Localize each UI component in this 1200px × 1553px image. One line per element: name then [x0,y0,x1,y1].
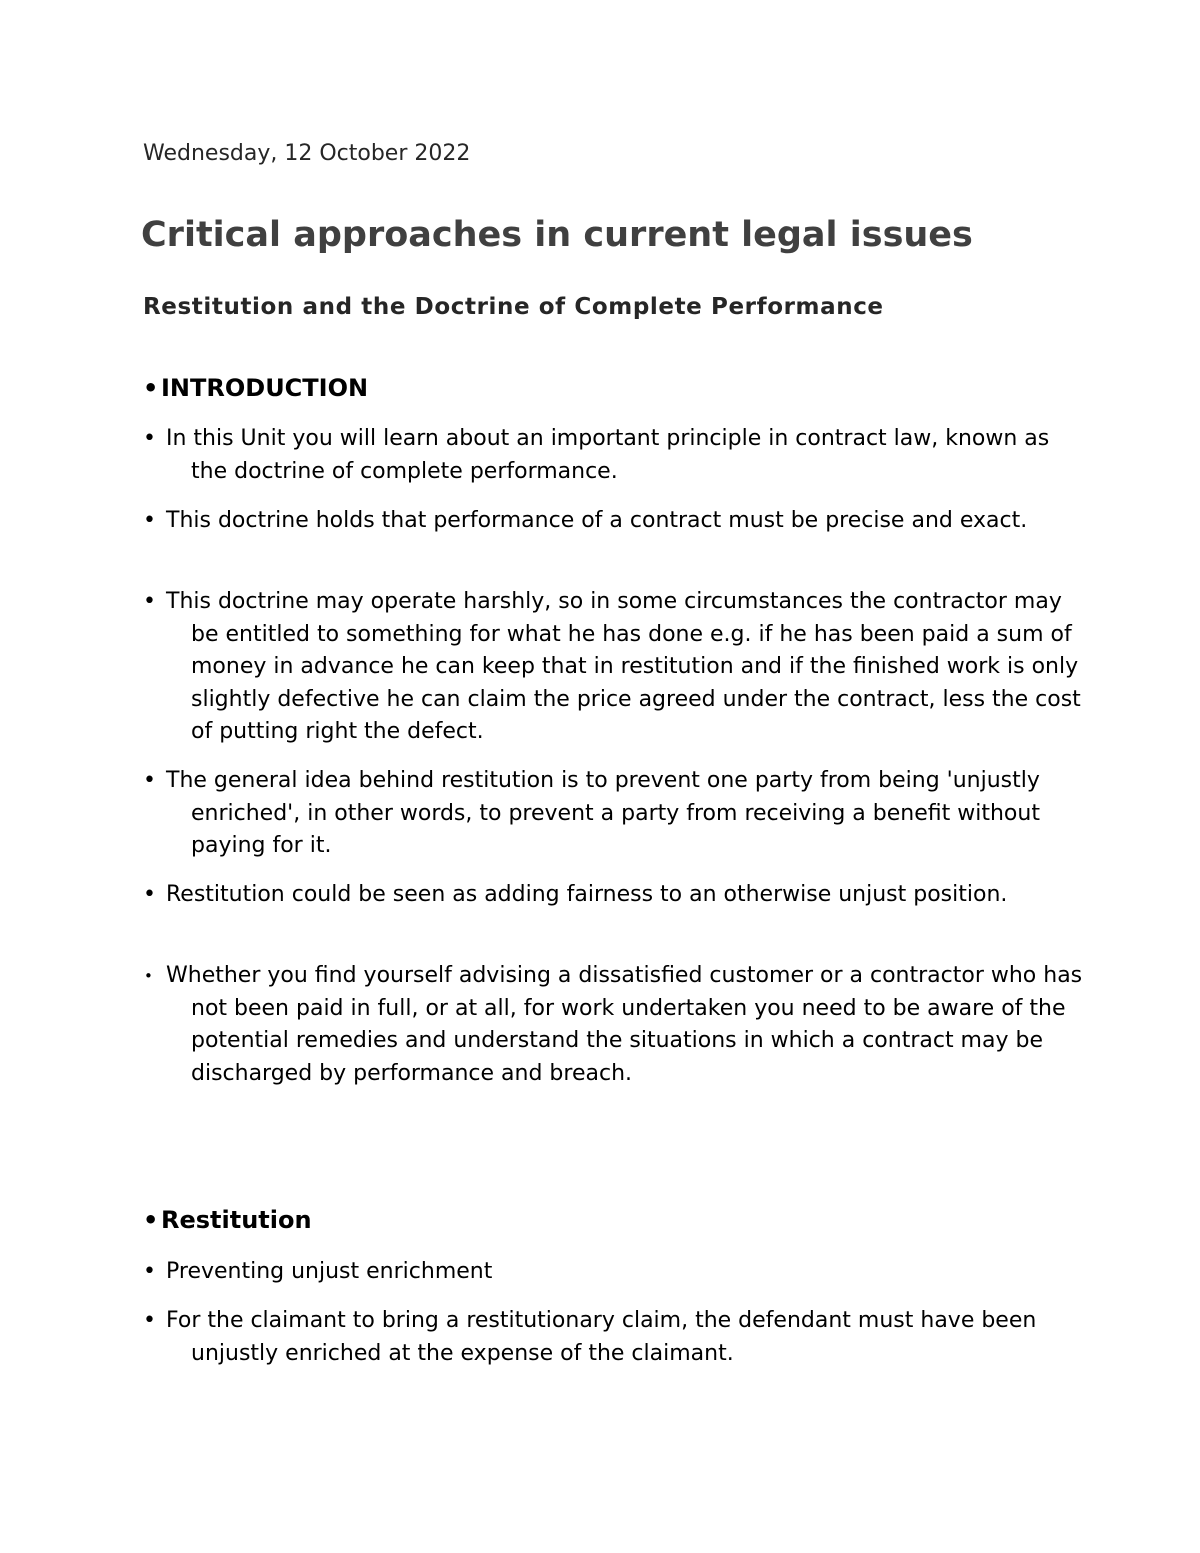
bullet-icon: • [143,508,156,533]
bullet-icon: • [143,882,156,907]
bullet-icon: • [143,374,159,402]
list-item [143,423,1083,488]
bullet-icon: • [143,1259,156,1284]
list-item-text: This doctrine holds that performance of a contract must be precise and exact. [166,508,1028,533]
section-heading-label: Restitution [161,1206,312,1234]
document-subtitle: Restitution and the Doctrine of Complete Performance [143,294,884,320]
section-heading-introduction [143,374,368,402]
list-item [143,1256,1083,1289]
list-item-text: Whether you find yourself advising a dissatisfied customer or a contractor who has not been paid in full, or at all, for work undertaken you need to be aware of the potential remedies and understand the situations in which a contract may be discharged by performance and breach. [166,963,1083,1086]
bullet-icon: • [143,768,156,793]
list-item [143,586,1083,749]
list-item-text: Restitution could be seen as adding fairness to an otherwise unjust position. [166,882,1008,907]
list-item [143,879,1083,912]
document-date: Wednesday, 12 October 2022 [143,141,471,166]
bullet-icon: • [143,1206,159,1234]
list-item [143,765,1083,863]
list-item-text: Preventing unjust enrichment [166,1259,493,1284]
list-item-text: The general idea behind restitution is to prevent one party from being 'unjustly enriched', in other words, to prevent a party from receiving a benefit without paying for it. [166,768,1040,859]
bullet-icon: • [143,589,156,614]
list-item-text: In this Unit you will learn about an important principle in contract law, known as the doctrine of complete performance. [166,426,1050,484]
list-item [143,1305,1083,1370]
bullet-icon: • [144,967,153,985]
document-title: Critical approaches in current legal issues [141,215,973,255]
bullet-icon: • [143,426,156,451]
list-item [143,960,1083,1090]
list-item-text: For the claimant to bring a restitutionary claim, the defendant must have been unjustly enriched at the expense of the claimant. [166,1308,1037,1366]
list-item [143,505,1083,538]
section-heading-restitution [143,1206,312,1234]
bullet-icon: • [143,1308,156,1333]
section-heading-label: INTRODUCTION [161,374,369,402]
list-item-text: This doctrine may operate harshly, so in some circumstances the contractor may be entitled to something for what he has done e.g. if he has been paid a sum of money in advance he can keep that in restitution and if the finished work is only slightly defective he can claim the price agreed under the contract, less the cost of putting right the defect. [166,589,1081,745]
